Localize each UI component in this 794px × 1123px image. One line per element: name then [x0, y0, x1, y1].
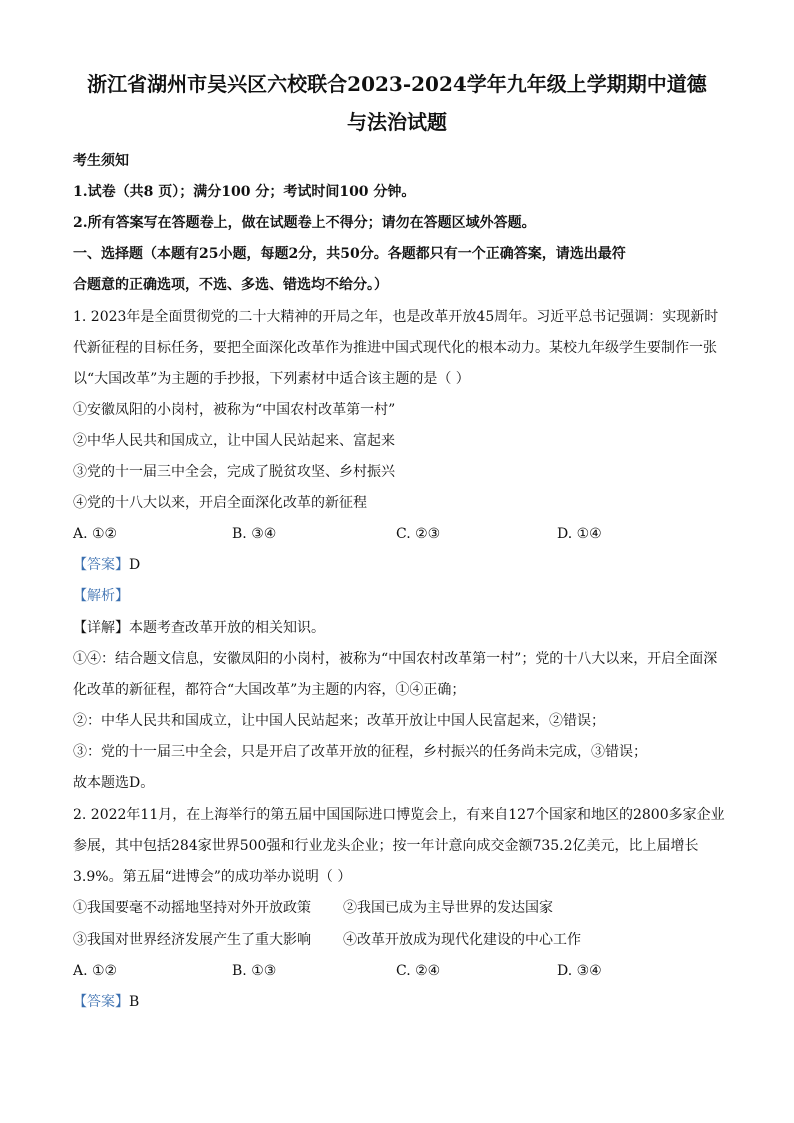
q1-explanation-5: 故本题选D。: [73, 775, 155, 791]
q1-detail: [73, 619, 325, 637]
q1-option-a: A. ①②: [73, 526, 118, 542]
q1-option-c: C. ②③: [396, 526, 441, 542]
q1-analysis-label: [73, 587, 129, 605]
q2-option-b: B. ①③: [232, 963, 277, 979]
q1-stem-line-2: 代新征程的目标任务，要把全面深化改革作为推进中国式现代化的根本动力。某校九年级学生要制作一张: [73, 340, 717, 356]
q2-statement-4: ④改革开放成为现代化建设的中心工作: [343, 932, 581, 948]
q1-statement-3: ③党的十一届三中全会，完成了脱贫攻坚、乡村振兴: [73, 464, 395, 480]
notice-heading: 考生须知: [73, 153, 129, 169]
q2-answer-label: 【答案】: [73, 994, 129, 1010]
q1-stem-line-1: 1. 2023年是全面贯彻党的二十大精神的开局之年，也是改革开放45周年。习近平总书记强调：实现新时: [73, 309, 719, 325]
q1-statement-2: ②中华人民共和国成立，让中国人民站起来、富起来: [73, 433, 395, 449]
q2-answer: [73, 993, 139, 1011]
q2-statement-3: ③我国对世界经济发展产生了重大影响: [73, 932, 311, 948]
q2-answer-value: B: [129, 994, 140, 1010]
notice-item-2: 2.所有答案写在答题卷上，做在试题卷上不得分；请勿在答题区域外答题。: [73, 215, 536, 231]
q2-stem-line-1: 2. 2022年11月，在上海举行的第五届中国国际进口博览会上，有来自127个国家和地区的2800多家企业: [73, 807, 725, 823]
q2-statement-1: ①我国要毫不动摇地坚持对外开放政策: [73, 900, 311, 916]
q2-stem-line-3: 3.9%。第五届“进博会”的成功举办说明（ ）: [73, 869, 352, 885]
q1-answer: [73, 556, 140, 574]
document-title-line-2: 与法治试题: [347, 110, 447, 134]
section-heading-line-1: 一、选择题（本题有25小题，每题2分，共50分。各题都只有一个正确答案，请选出最符: [73, 246, 626, 262]
q1-detail-intro: 本题考查改革开放的相关知识。: [129, 620, 325, 636]
q1-analysis-label-text: 【解析】: [73, 588, 129, 604]
q1-explanation-2: 化改革的新征程，都符合“大国改革”为主题的内容，①④正确；: [73, 682, 466, 698]
section-heading-line-2: 合题意的正确选项，不选、多选、错选均不给分。）: [73, 277, 388, 293]
q1-stem-line-3: 以“大国改革”为主题的手抄报，下列素材中适合该主题的是（ ）: [73, 371, 470, 387]
q2-option-d: D. ③④: [557, 963, 602, 979]
q2-option-a: A. ①②: [73, 963, 118, 979]
q1-answer-label: 【答案】: [73, 557, 129, 573]
notice-item-1: 1.试卷（共8 页）；满分100 分；考试时间100 分钟。: [73, 184, 416, 200]
q1-answer-value: D: [129, 557, 141, 573]
q2-statement-2: ②我国已成为主导世界的发达国家: [343, 900, 553, 916]
q2-stem-line-2: 参展，其中包括284家世界500强和行业龙头企业；按一年计意向成交金额735.2亿美元，比上届增长: [73, 838, 699, 854]
document-title-line-1: 浙江省湖州市吴兴区六校联合2023-2024学年九年级上学期期中道德: [87, 72, 707, 96]
q1-option-d: D. ①④: [557, 526, 602, 542]
q2-option-c: C. ②④: [396, 963, 441, 979]
q1-statement-1: ①安徽凤阳的小岗村，被称为“中国农村改革第一村”: [73, 402, 396, 418]
q1-statement-4: ④党的十八大以来，开启全面深化改革的新征程: [73, 495, 367, 511]
q1-explanation-1: ①④：结合题文信息，安徽凤阳的小岗村，被称为“中国农村改革第一村”；党的十八大以来，开启全面深: [73, 651, 718, 667]
q1-explanation-3: ②：中华人民共和国成立，让中国人民站起来；改革开放让中国人民富起来，②错误；: [73, 713, 605, 729]
q1-explanation-4: ③：党的十一届三中全会，只是开启了改革开放的征程，乡村振兴的任务尚未完成，③错误；: [73, 744, 647, 760]
q1-detail-label: 【详解】: [73, 620, 129, 636]
q1-option-b: B. ③④: [232, 526, 277, 542]
